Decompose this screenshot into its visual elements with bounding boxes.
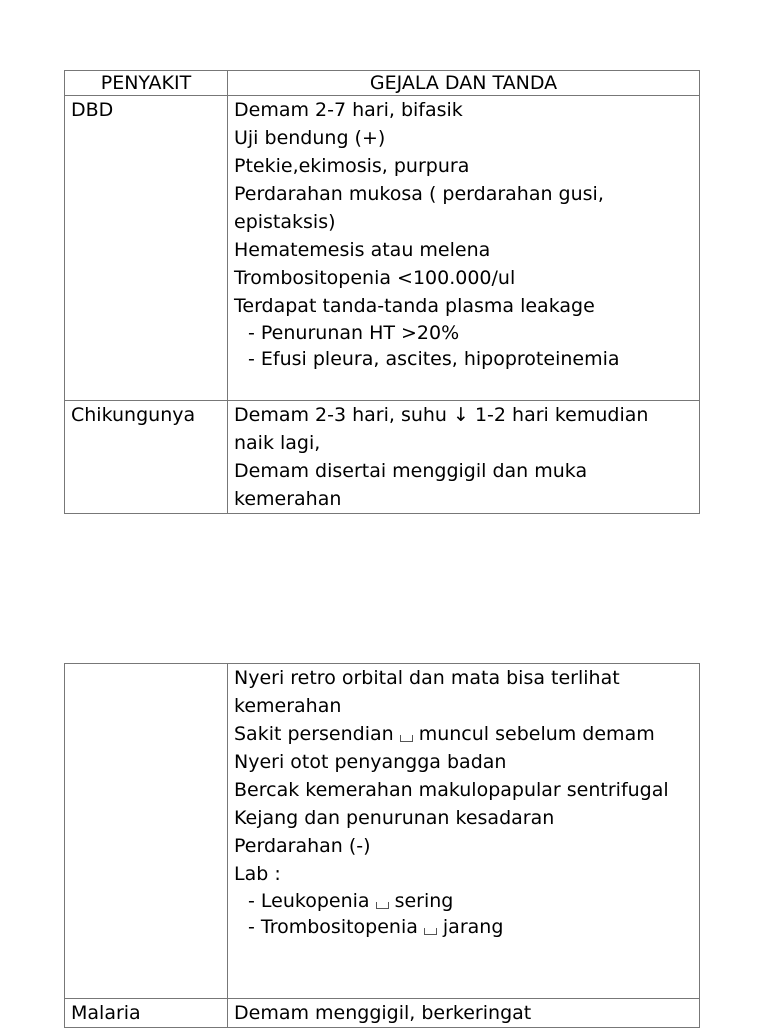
table-row: [65, 999, 700, 1028]
symptom-table-2: [64, 663, 700, 1028]
arrow-placeholder-icon: [376, 902, 389, 909]
table-row: [65, 664, 700, 999]
sub-item: [248, 914, 693, 940]
symptom-line: Hematemesis atau melena: [234, 239, 491, 261]
symptom-text: Sakit persendian: [234, 723, 394, 745]
symptom-line: Demam 2-3 hari, suhu ↓ 1-2 hari kemudian naik lagi,: [234, 404, 649, 454]
table-header-row: [65, 71, 700, 96]
disease-cell: Chikungunya: [65, 401, 228, 514]
disease-cell: Malaria: [65, 999, 228, 1028]
sub-item: - Penurunan HT >20%: [248, 320, 693, 346]
disease-cell: DBD: [65, 96, 228, 401]
header-gejala-dan-tanda: GEJALA DAN TANDA: [228, 71, 700, 96]
symptoms-cell: [228, 664, 700, 999]
symptoms-cell: [228, 96, 700, 401]
symptom-line: Perdarahan mukosa ( perdarahan gusi, epistaksis): [234, 183, 604, 233]
disease-cell: [65, 664, 228, 999]
sub-item: - Efusi pleura, ascites, hipoproteinemia: [248, 346, 693, 372]
symptom-line: Bercak kemerahan makulopapular sentrifugal: [234, 779, 669, 801]
symptom-line: Nyeri retro orbital dan mata bisa terlihat kemerahan: [234, 667, 620, 717]
symptoms-cell: [228, 401, 700, 514]
symptom-text: muncul sebelum demam: [418, 723, 655, 745]
symptom-line: Demam 2-7 hari, bifasik: [234, 99, 463, 121]
symptom-line: Uji bendung (+): [234, 127, 386, 149]
arrow-placeholder-icon: [424, 928, 437, 935]
symptoms-cell: [228, 999, 700, 1028]
symptom-line: Perdarahan (-): [234, 835, 371, 857]
symptom-line: Kejang dan penurunan kesadaran: [234, 807, 555, 829]
symptom-line: Ptekie,ekimosis, purpura: [234, 155, 470, 177]
sub-list: [248, 320, 693, 372]
symptom-line: Trombositopenia <100.000/ul: [234, 267, 516, 289]
table-row: [65, 401, 700, 514]
symptom-line: Lab :: [234, 863, 281, 885]
symptom-line: Nyeri otot penyangga badan: [234, 751, 507, 773]
sub-text: sering: [394, 890, 454, 912]
arrow-placeholder-icon: [400, 735, 413, 742]
symptom-line: Demam menggigil, berkeringat: [234, 1002, 532, 1024]
header-penyakit: PENYAKIT: [65, 71, 228, 96]
sub-text: Trombositopenia: [260, 916, 418, 938]
sub-list: [248, 888, 693, 940]
sub-item: [248, 888, 693, 914]
symptom-line: [234, 720, 693, 748]
sub-text: jarang: [442, 916, 504, 938]
table-row: [65, 96, 700, 401]
symptom-line: Terdapat tanda-tanda plasma leakage: [234, 295, 595, 317]
symptom-line: Demam disertai menggigil dan muka kemerahan: [234, 460, 588, 510]
sub-text: Leukopenia: [260, 890, 370, 912]
symptom-table-1: [64, 70, 700, 514]
